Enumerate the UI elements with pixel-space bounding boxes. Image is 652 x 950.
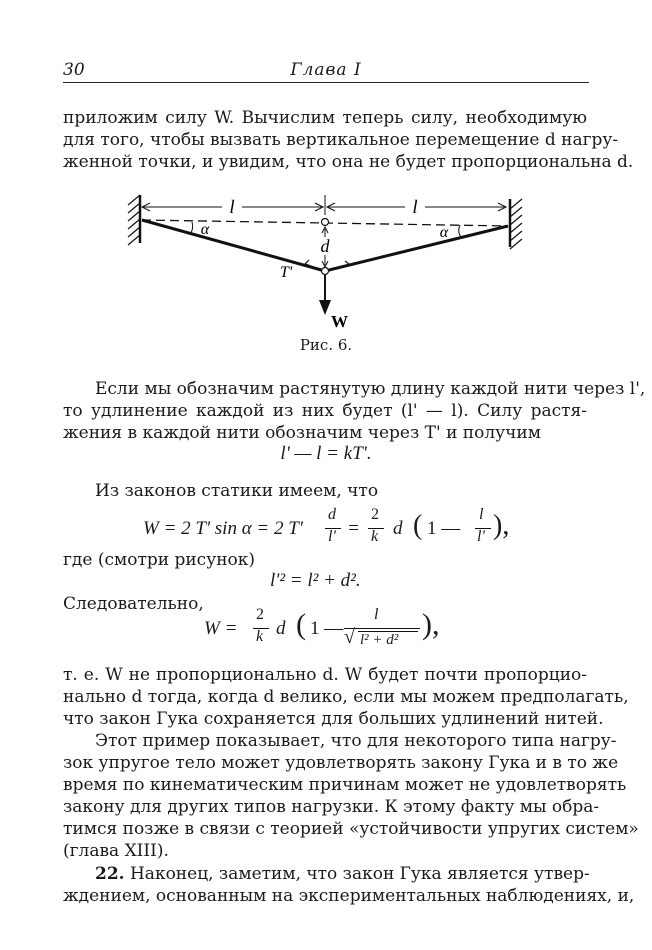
text-line: Из законов статики имеем, что [95, 481, 379, 501]
weight-arrowhead [319, 300, 331, 315]
label-alpha-left: α [200, 221, 210, 238]
chapter-title: Глава I [290, 60, 362, 80]
loaded-point [322, 268, 329, 275]
label-alpha-right: α [439, 224, 449, 241]
text-line: нально d тогда, когда d велико, если мы можем предполагать, [63, 687, 629, 707]
equation-1: l' — l = kT'. [280, 443, 372, 464]
original-point [322, 219, 329, 226]
text-line: Если мы обозначим растянутую длину каждой нити через l', [95, 379, 646, 399]
right-wall-hatch [510, 199, 522, 249]
figure-caption: Рис. 6. [299, 336, 353, 354]
text-line: тимся позже в связи с теорией «устойчивости упругих систем» [63, 819, 639, 839]
text-line: где (смотри рисунок) [63, 550, 256, 570]
text-line: приложим силу W. Вычислим теперь силу, необходимую [63, 108, 587, 128]
text-line: время по кинематическим причинам может не удовлетворять [63, 775, 627, 795]
text-line: то удлинение каждой из них будет (l' — l). Силу растя- [63, 401, 587, 421]
label-l-left: l [229, 197, 235, 218]
text-line: жения в каждой нити обозначим через T' и получим [63, 423, 541, 443]
text-line: женной точки, и увидим, что она не будет пропорциональна d. [63, 152, 634, 172]
left-wall-hatch [128, 195, 140, 245]
equation-2: W = 2 T' sin α = 2 T' d l' = 2 k d ( 1 — l l' ), [143, 506, 510, 545]
string-right [325, 226, 508, 271]
string-left [142, 220, 325, 271]
text-line: для того, чтобы вызвать вертикальное перемещение d нагру- [63, 130, 619, 150]
text-line: т. е. W не пропорционально d. W будет почти пропорцио- [63, 665, 587, 685]
figure-6-diagram [0, 185, 652, 335]
text-line: Этот пример показывает, что для некоторого типа нагру- [95, 731, 617, 751]
label-l-right: l [412, 197, 418, 218]
section-number: 22. [95, 864, 125, 884]
angle-arc-right [459, 225, 461, 237]
label-tension: T' [279, 264, 293, 281]
equation-4: W = 2 k d ( 1 — l √ l² + d² ), [204, 606, 440, 648]
text-line: закону для других типов нагрузки. К этому факту мы обра- [63, 797, 600, 817]
text-line: что закон Гука сохраняется для больших удлинений нитей. [63, 709, 604, 729]
text-line: зок упругое тело может удовлетворять закону Гука и в то же [63, 753, 619, 773]
label-d: d [320, 236, 330, 256]
text-line: ждением, основанным на экспериментальных наблюдениях, и, [63, 886, 635, 906]
page-number: 30 [63, 60, 85, 80]
text-line: (глава XIII). [63, 841, 169, 861]
equation-3: l'² = l² + d². [270, 570, 361, 591]
text-line: 22. Наконец, заметим, что закон Гука является утвер- [95, 864, 590, 884]
text-line: Следовательно, [63, 594, 204, 614]
label-weight: W [331, 312, 348, 331]
page-header [63, 60, 589, 83]
